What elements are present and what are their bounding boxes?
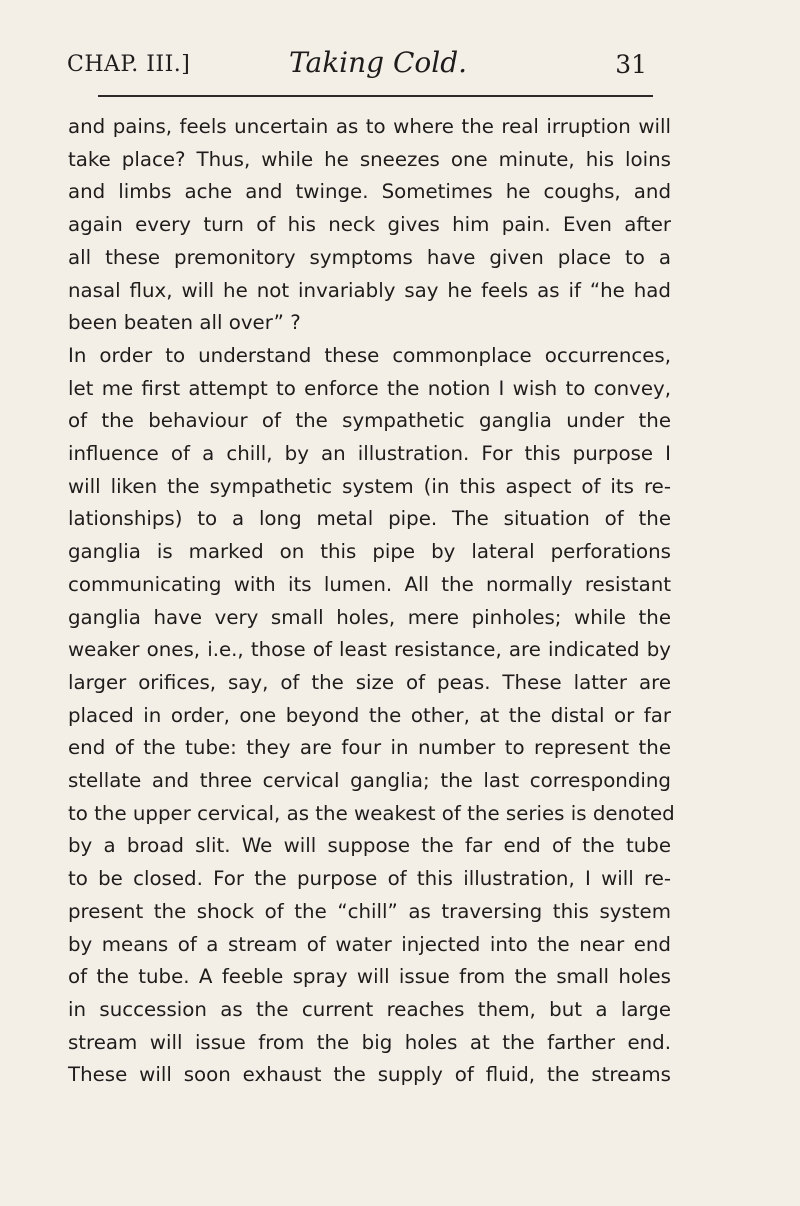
text-line: been beaten all over” ?: [68, 311, 301, 335]
text-line: These will soon exhaust the supply of fluid, the streams: [68, 1063, 671, 1087]
header-rule: [98, 95, 653, 97]
text-line: in succession as the current reaches them, but a large: [68, 997, 671, 1021]
text-line: of the behaviour of the sympathetic ganglia under the: [68, 409, 671, 433]
text-line: by means of a stream of water injected into the near end: [68, 932, 671, 956]
text-line: communicating with its lumen. All the normally resistant: [68, 572, 671, 596]
text-line: let me first attempt to enforce the notion I wish to convey,: [68, 376, 671, 400]
text-line: end of the tube: they are four in number to represent the: [68, 736, 671, 760]
text-line: and limbs ache and twinge. Sometimes he coughs, and: [68, 180, 671, 204]
text-line: to be closed. For the purpose of this illustration, I will re-: [68, 867, 671, 891]
text-line: larger orifices, say, of the size of peas. These latter are: [68, 670, 671, 694]
text-line: nasal flux, will he not invariably say he feels as if “he had: [68, 278, 671, 302]
text-line: stellate and three cervical ganglia; the last corresponding: [68, 769, 671, 793]
chapter-title: Taking Cold.: [289, 46, 468, 79]
running-head: [67, 46, 647, 86]
text-line: of the tube. A feeble spray will issue from the small holes: [68, 965, 671, 989]
text-line: again every turn of his neck gives him pain. Even after: [68, 213, 671, 237]
text-line: take place? Thus, while he sneezes one minute, his loins: [68, 147, 671, 171]
text-line: by a broad slit. We will suppose the far end of the tube: [68, 834, 671, 858]
text-line: present the shock of the “chill” as traversing this system: [68, 899, 671, 923]
text-line: to the upper cervical, as the weakest of the series is denoted: [68, 801, 675, 825]
text-line: ganglia is marked on this pipe by lateral perforations: [68, 540, 671, 564]
text-line: and pains, feels uncertain as to where the real irruption will: [68, 115, 671, 138]
text-line: placed in order, one beyond the other, at the distal or far: [68, 703, 671, 727]
page-number: 31: [615, 50, 647, 79]
text-line: stream will issue from the big holes at the farther end.: [68, 1030, 671, 1054]
chapter-label: CHAP. III.]: [67, 52, 191, 77]
text-line: weaker ones, i.e., those of least resistance, are indicated by: [68, 638, 671, 662]
body-text: [68, 111, 675, 1092]
text-line: In order to understand these commonplace occurrences,: [68, 343, 671, 367]
text-line: all these premonitory symptoms have given place to a: [68, 245, 671, 269]
text-line: will liken the sympathetic system (in this aspect of its re-: [68, 474, 671, 498]
text-line: influence of a chill, by an illustration. For this purpose I: [68, 442, 671, 466]
text-line: ganglia have very small holes, mere pinholes; while the: [68, 605, 671, 629]
text-line: lationships) to a long metal pipe. The situation of the: [68, 507, 671, 531]
